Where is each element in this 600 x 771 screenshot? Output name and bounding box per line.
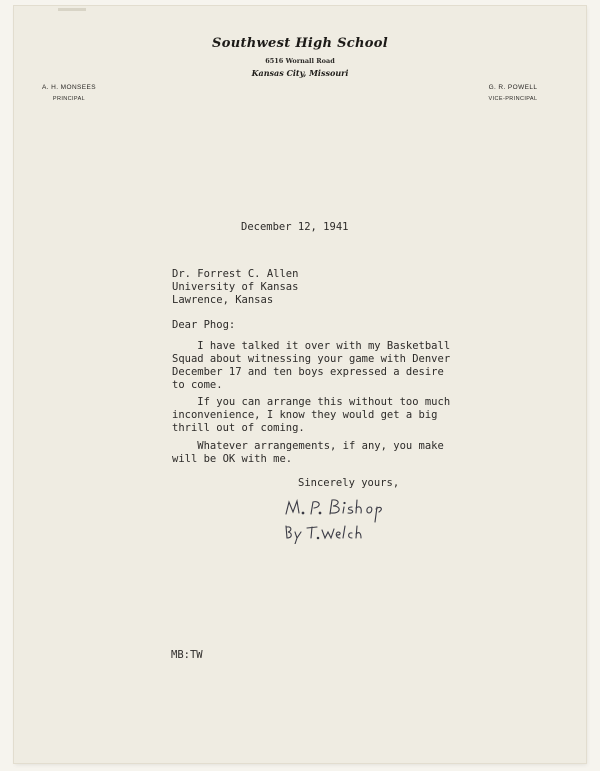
school-city: Kansas City, Missouri	[251, 68, 349, 78]
recipient-line: Lawrence, Kansas	[172, 294, 274, 306]
paragraph-2	[172, 396, 450, 435]
paragraph-line: If you can arrange this without too much	[172, 396, 451, 408]
school-name: Southwest High School	[212, 36, 388, 51]
paragraph-line: Whatever arrangements, if any, you make	[172, 440, 444, 452]
recipient-address	[172, 268, 298, 307]
paragraph-line: to come.	[172, 379, 223, 391]
typist-initials: MB:TW	[171, 649, 203, 661]
paragraph-line: will be OK with me.	[172, 453, 293, 465]
paragraph-3	[172, 440, 444, 466]
principal-title: PRINCIPAL	[52, 96, 86, 102]
letter-date: December 12, 1941	[241, 221, 349, 233]
paragraph-line: I have talked it over with my Basketball	[172, 340, 451, 352]
paragraph-1	[172, 340, 450, 392]
vice-principal-name: G. R. POWELL	[488, 84, 538, 91]
vice-principal-block	[458, 84, 568, 102]
paragraph-line: December 17 and ten boys expressed a desire	[172, 366, 444, 378]
paper-mark	[58, 8, 86, 11]
salutation: Dear Phog:	[172, 319, 236, 331]
principal-name: A. H. MONSEES	[42, 84, 96, 91]
principal-block	[14, 84, 124, 102]
school-street: 6516 Wornall Road	[265, 57, 335, 65]
paragraph-line: Squad about witnessing your game with Denver	[172, 353, 451, 365]
handwritten-signature	[280, 492, 410, 544]
recipient-line: Dr. Forrest C. Allen	[172, 268, 299, 280]
paragraph-line: thrill out of coming.	[172, 422, 305, 434]
paragraph-line: inconvenience, I know they would get a big	[172, 409, 438, 421]
closing: Sincerely yours,	[298, 477, 400, 489]
recipient-line: University of Kansas	[172, 281, 299, 293]
vice-principal-title: VICE-PRINCIPAL	[488, 96, 538, 102]
